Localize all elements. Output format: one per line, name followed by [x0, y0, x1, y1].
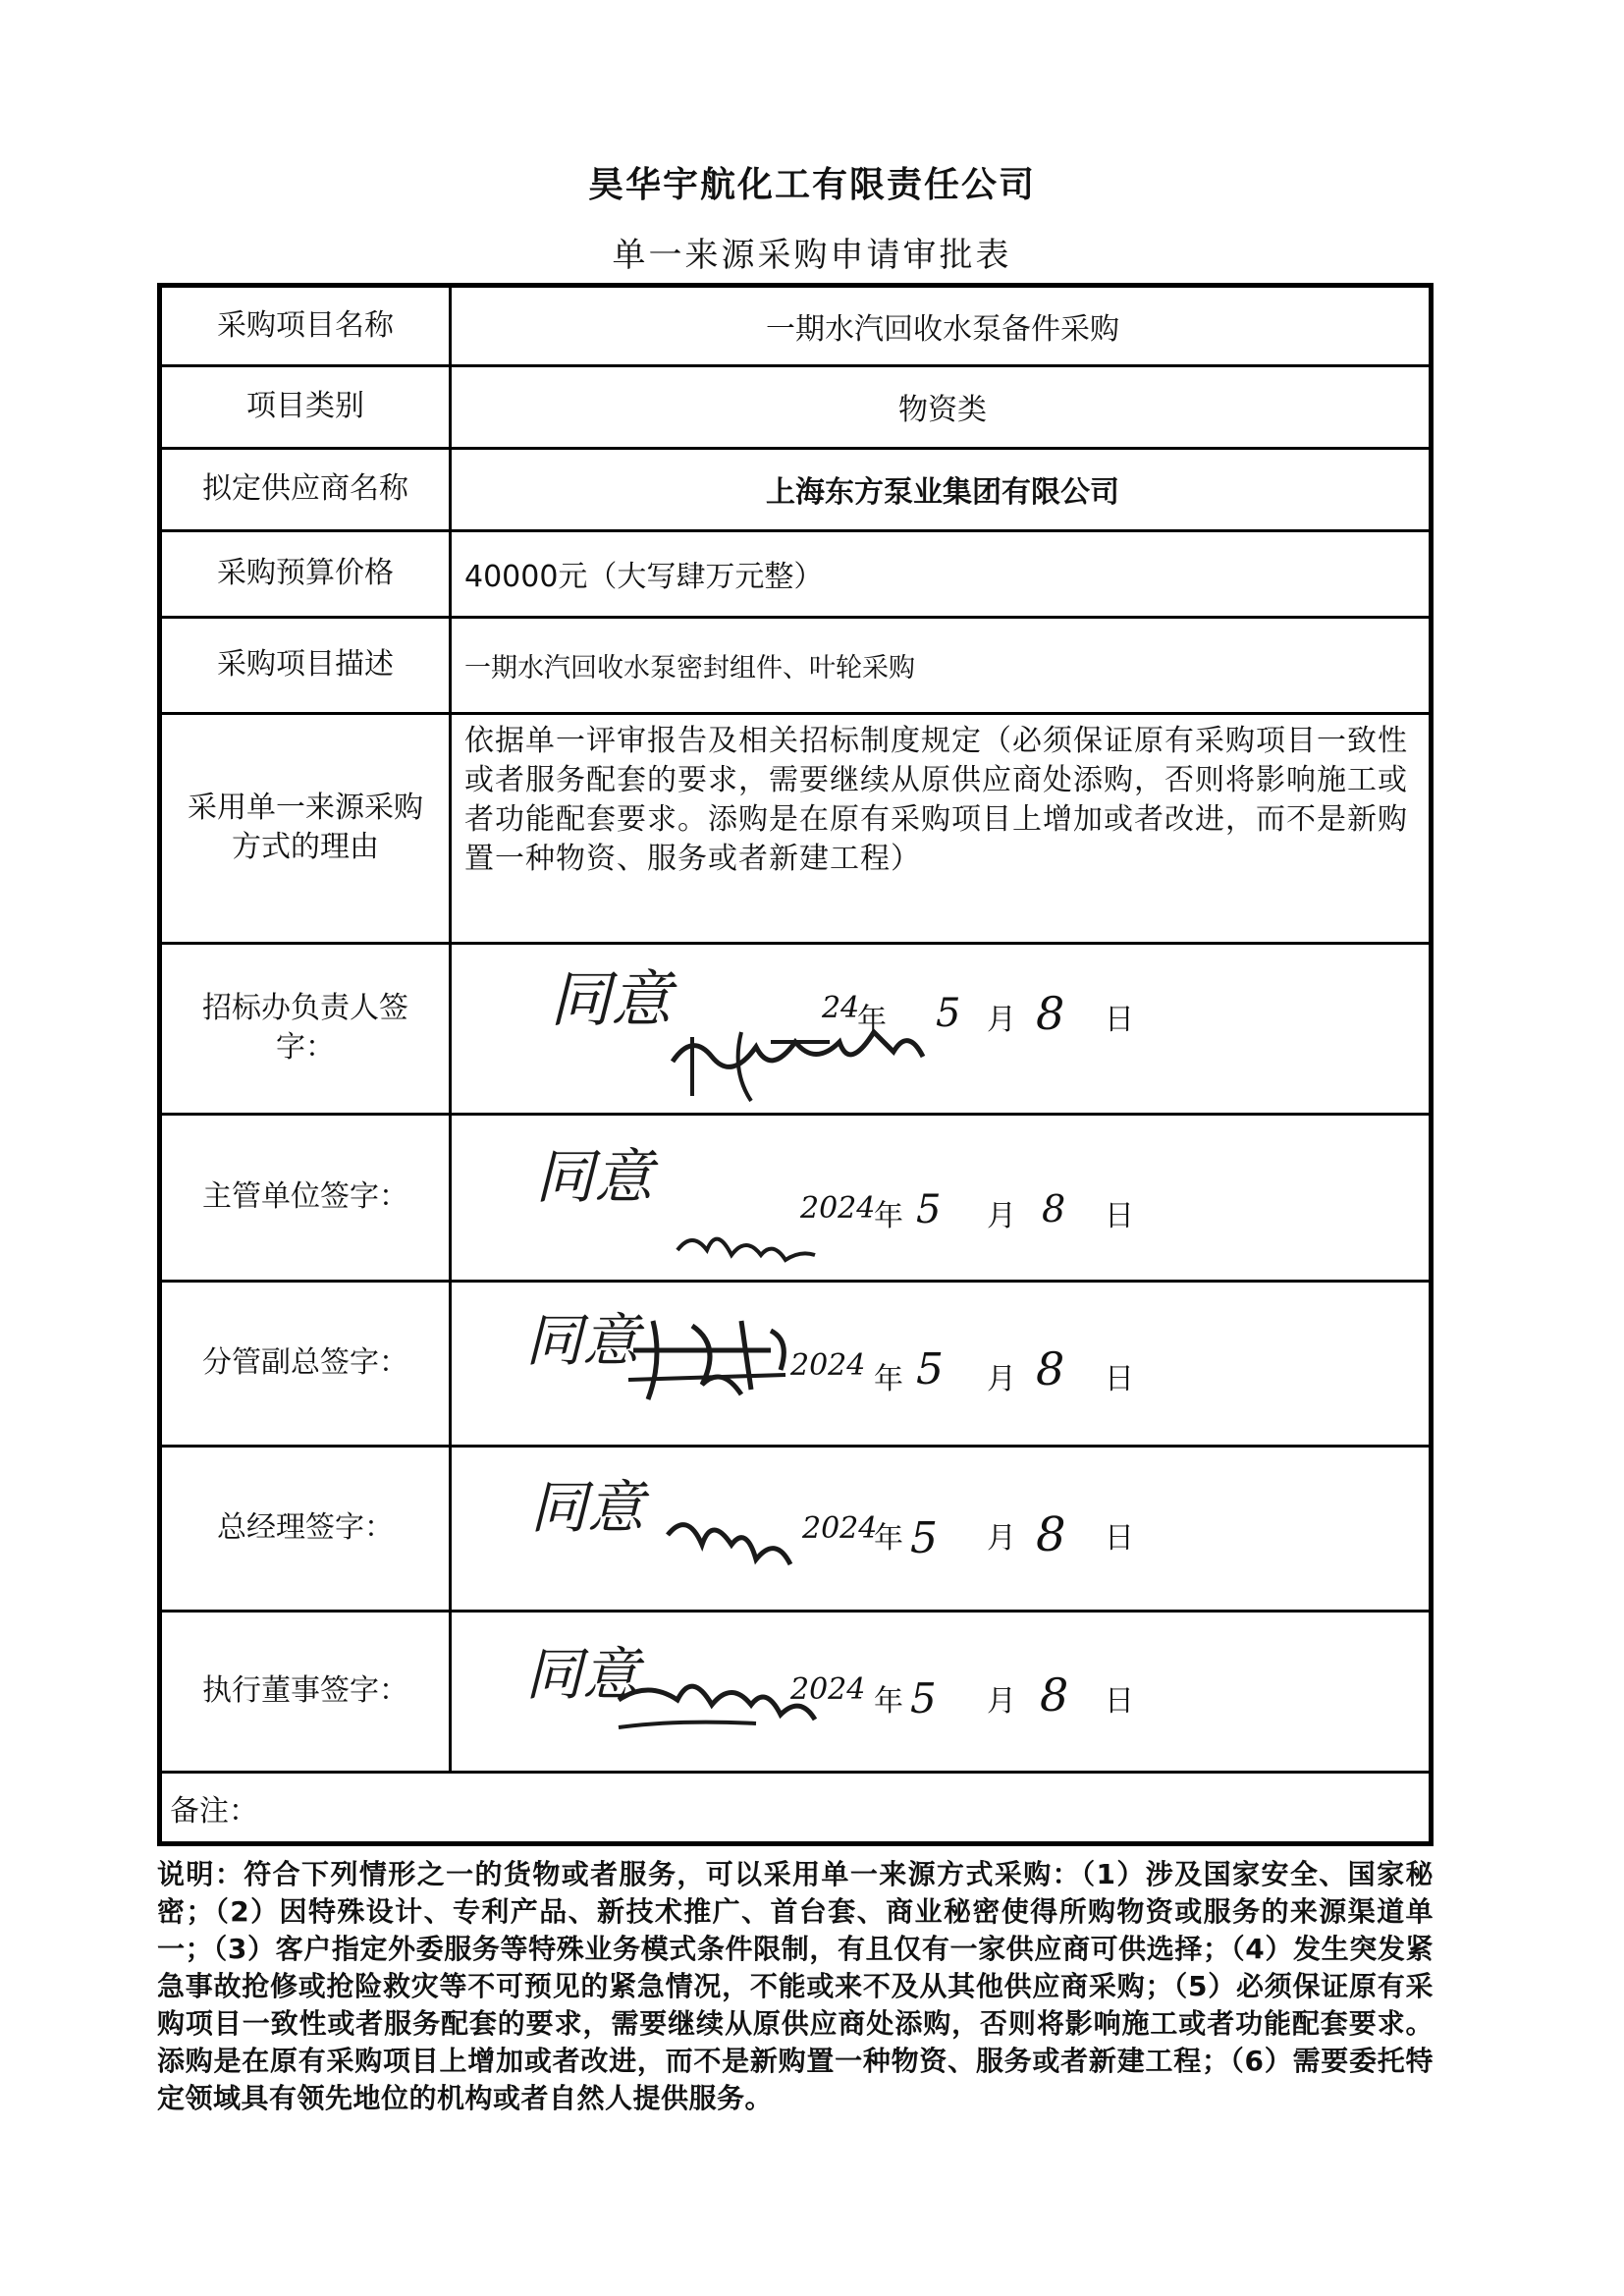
year-handwriting: 24 [822, 991, 860, 1025]
day-handwriting: 8 [1042, 1187, 1066, 1230]
row-divider [162, 1771, 1429, 1774]
month-unit: 月 [987, 1362, 1016, 1396]
month-handwriting: 5 [916, 1187, 942, 1232]
month-handwriting: 5 [936, 991, 961, 1036]
opinion-handwriting: 同意 [525, 1307, 640, 1374]
reason-value: 依据单一评审报告及相关招标制度规定（必须保证原有采购项目一致性或者服务配套的要求，需要继续从原供应商处添购，否则将影响施工或者功能配套要求。添购是在原有采购项目上增加或者改进，而不是新购置一种物资、服务或者新建工程） [464, 724, 1408, 876]
year-unit: 年 [874, 1362, 903, 1396]
project-name-value: 一期水汽回收水泵备件采购 [766, 312, 1119, 347]
signature-date [457, 1309, 1429, 1396]
description-label: 采购项目描述 [217, 647, 394, 682]
year-handwriting: 2024 [790, 1672, 866, 1707]
year-handwriting: 2024 [802, 1511, 878, 1546]
month-handwriting: 5 [910, 1674, 937, 1722]
handwritten-signature [457, 1612, 1429, 1771]
signature-area [457, 1447, 1429, 1610]
month-unit: 月 [987, 1684, 1016, 1719]
signature-label: 招标办负责人签字： [202, 991, 408, 1065]
day-handwriting: 8 [1040, 1668, 1069, 1722]
company-name: 昊华宇航化工有限责任公司 [587, 165, 1036, 205]
approval-form-table [157, 283, 1434, 1846]
budget-value: 40000元（大写肆万元整） [464, 560, 824, 594]
opinion-handwriting: 同意 [535, 1143, 653, 1212]
reason-label: 采用单一来源采购方式的理由 [188, 791, 423, 864]
year-handwriting: 2024 [790, 1348, 866, 1383]
month-handwriting: 5 [916, 1344, 944, 1394]
form-title: 单一来源采购申请审批表 [612, 236, 1012, 275]
handwritten-signature [457, 1115, 1429, 1280]
day-unit: 日 [1105, 1199, 1134, 1233]
explanation-note: 说明：符合下列情形之一的货物或者服务，可以采用单一来源方式采购：（1）涉及国家安全、国家秘密；（2）因特殊设计、专利产品、新技术推广、首台套、商业秘密使得所购物资或服务的来源渠道单一；（3）客户指定外委服务等特殊业务模式条件限制，有且仅有一家供应商可供选择；（4）发生突发紧急事故抢修或抢险救灾等不可预见的紧急情况，不能或来不及从其他供应商采购；（5）必须保证原有采购项目一致性或者服务配套的要求，需要继续从原供应商处添购，否则将影响施工或者功能配套要求。添购是在原有采购项目上增加或者改进，而不是新购置一种物资、服务或者新建工程；（6）需要委托特定领域具有领先地位的机构或者自然人提供服务。 [157, 1858, 1434, 2114]
day-handwriting: 8 [1036, 1342, 1065, 1395]
month-handwriting: 5 [910, 1513, 938, 1563]
month-unit: 月 [987, 1199, 1016, 1233]
month-unit: 月 [987, 1521, 1016, 1556]
month-unit: 月 [987, 1003, 1016, 1037]
signature-label: 主管单位签字： [202, 1179, 408, 1214]
supplier-label: 拟定供应商名称 [202, 471, 408, 506]
year-unit: 年 [874, 1521, 903, 1556]
remarks-label: 备注： [170, 1794, 258, 1829]
signature-date [457, 973, 1429, 1040]
year-handwriting: 2024 [800, 1191, 876, 1226]
day-unit: 日 [1105, 1521, 1134, 1556]
signature-date [457, 1142, 1429, 1233]
budget-label: 采购预算价格 [217, 556, 394, 590]
signature-date [457, 1474, 1429, 1563]
signature-label: 分管副总签字： [202, 1345, 408, 1380]
day-unit: 日 [1105, 1003, 1134, 1037]
handwritten-signature [457, 1447, 1429, 1610]
signature-date [457, 1639, 1429, 1722]
project-name-label: 采购项目名称 [217, 308, 394, 343]
opinion-handwriting: 同意 [550, 963, 673, 1035]
day-handwriting: 8 [1036, 987, 1065, 1040]
signature-area [457, 1612, 1429, 1771]
column-divider [449, 288, 452, 1771]
signature-area [457, 1115, 1429, 1280]
opinion-handwriting: 同意 [530, 1474, 645, 1541]
year-unit: 年 [874, 1684, 903, 1719]
day-unit: 日 [1105, 1684, 1134, 1719]
description-value: 一期水汽回收水泵密封组件、叶轮采购 [464, 652, 915, 683]
category-label: 项目类别 [246, 389, 364, 423]
year-unit: 年 [874, 1199, 903, 1233]
day-handwriting: 8 [1036, 1507, 1066, 1562]
supplier-value: 上海东方泵业集团有限公司 [766, 475, 1119, 510]
year-unit: 年 [857, 1003, 887, 1037]
opinion-handwriting: 同意 [525, 1641, 640, 1708]
category-value: 物资类 [898, 393, 987, 427]
day-unit: 日 [1105, 1362, 1134, 1396]
signature-label: 执行董事签字： [202, 1673, 408, 1708]
signature-label: 总经理签字： [217, 1510, 394, 1545]
